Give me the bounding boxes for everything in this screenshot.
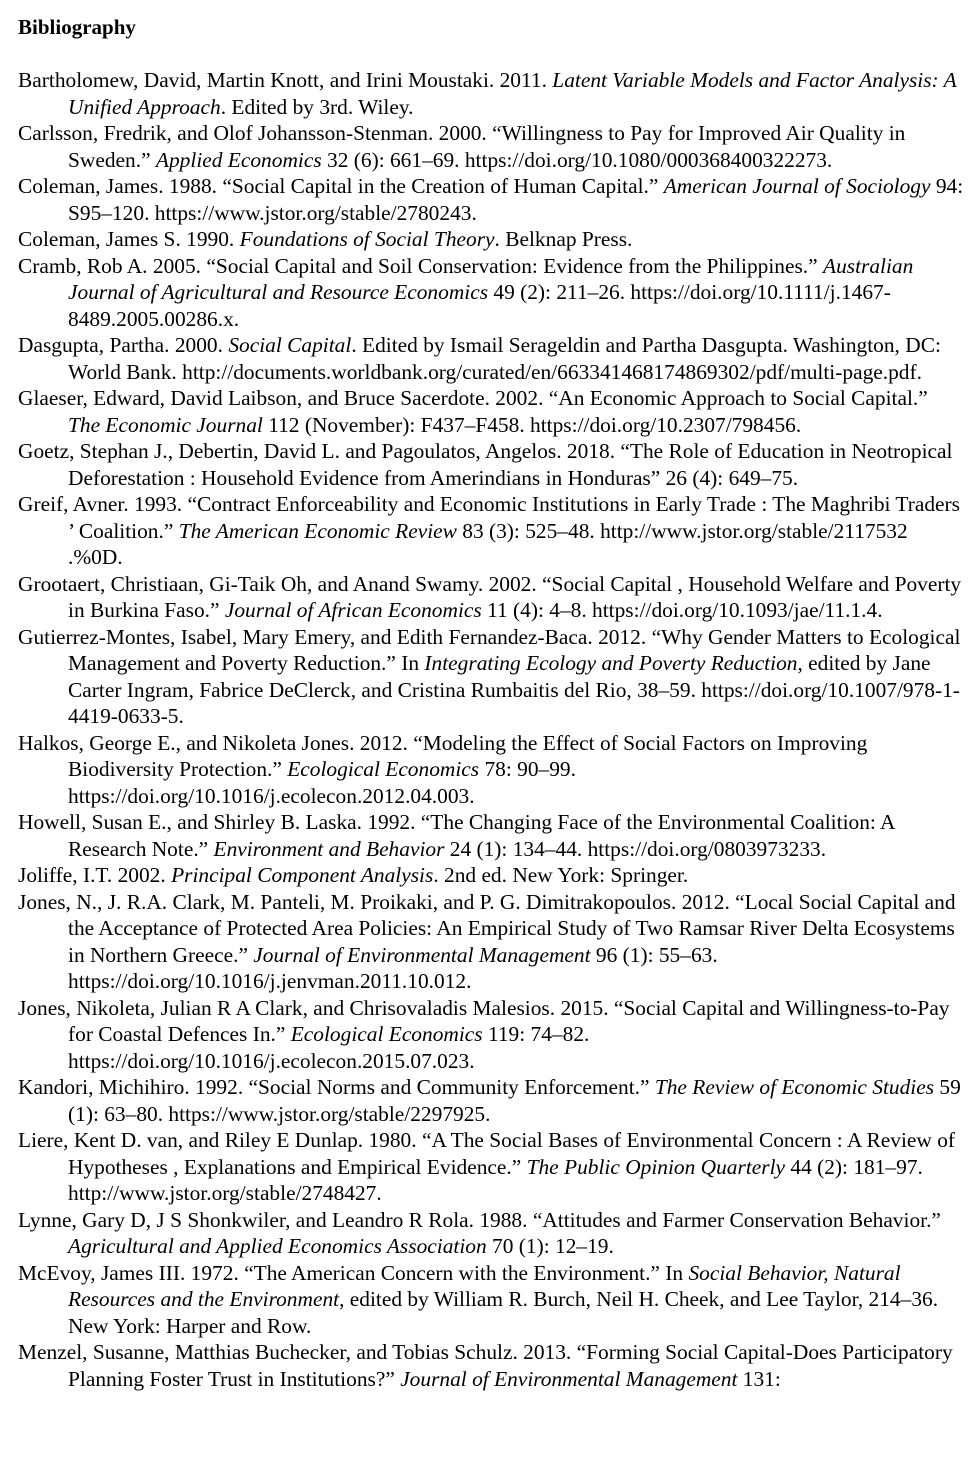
reference-text: . Belknap Press. [494,227,633,251]
reference-text: Gutierrez-Montes, Isabel, Mary Emery, and Edith Fernandez-Baca. 2012. “Why Gender Matters to Ecological Management and Poverty Reduction.” In [18,624,961,675]
reference-text: 131: [737,1366,781,1391]
reference-text: Joliffe, I.T. 2002. [18,863,172,887]
reference-text: Halkos, George E., and Nikoleta Jones. 2012. “Modeling the Effect of Social Factors on Improving Biodiversity Protection.” [18,730,868,781]
reference-source-title: Australian Journal of Agricultural and Resource Economics [68,253,914,304]
reference-text: 94: S95–120. https://www.jstor.org/stable/2780243. [68,174,964,225]
reference-entry [18,862,964,889]
reference-source-title: Ecological Economics [287,757,480,781]
reference-source-title: Foundations of Social Theory [239,227,495,251]
reference-text: 44 (2): 181–97. http://www.jstor.org/stable/2748427. [68,1154,923,1205]
reference-text: Cramb, Rob A. 2005. “Social Capital and Soil Conservation: Evidence from the Philippines.” [18,253,823,278]
reference-text: Grootaert, Christiaan, Gi-Taik Oh, and Anand Swamy. 2002. “Social Capital , Household Welfare and Poverty in Burkina Faso.” [18,571,962,622]
page-title: Bibliography [18,15,136,39]
reference-entry [18,1127,964,1207]
reference-text: Bartholomew, David, Martin Knott, and Irini Moustaki. 2011. [18,68,553,92]
reference-text: Menzel, Susanne, Matthias Buchecker, and Tobias Schulz. 2013. “Forming Social Capital-Does Participatory Planning Foster Trust in Institutions?” [18,1340,953,1391]
reference-text: 24 (1): 134–44. https://doi.org/0803973233. [444,836,827,861]
reference-text: 112 (November): F437–F458. https://doi.org/10.2307/798456. [262,412,802,437]
reference-text: 49 (2): 211–26. https://doi.org/10.1111/j.1467-8489.2005.00286.x. [68,280,891,331]
reference-source-title: Journal of Environmental Management [400,1366,738,1391]
reference-entry [18,385,964,438]
reference-source-title: Applied Economics [155,147,322,172]
reference-source-title: Agricultural and Applied Economics Association [68,1234,487,1258]
reference-entry [18,332,964,385]
reference-entry [18,226,964,253]
reference-text: Dasgupta, Partha. 2000. [18,333,229,357]
bibliography-page [18,0,964,1392]
reference-text: . Edited by 3rd. Wiley. [220,94,414,119]
reference-text: Howell, Susan E., and Shirley B. Laska. 1992. “The Changing Face of the Environmental Coalition: A Research Note.” [18,810,895,861]
reference-entry [18,1207,964,1260]
reference-entry [18,624,964,730]
reference-source-title: The Public Opinion Quarterly [526,1154,786,1179]
reference-text: Liere, Kent D. van, and Riley E Dunlap. 1980. “A The Social Bases of Environmental Concern : A Review of Hypotheses , Explanations and Empirical Evidence.” [18,1128,956,1179]
reference-text: Lynne, Gary D, J S Shonkwiler, and Leandro R Rola. 1988. “Attitudes and Farmer Conservation Behavior.” [18,1207,941,1232]
reference-text: . Edited by Ismail Serageldin and Partha Dasgupta. Washington, DC: World Bank. http://documents.worldbank.org/curated/en/663341468174869302/pdf/multi-page.pdf. [68,333,941,384]
reference-text: Greif, Avner. 1993. “Contract Enforceability and Economic Institutions in Early Trade : The Maghribi Traders ’ Coalition.” [18,492,960,543]
reference-entry [18,995,964,1075]
reference-text: Goetz, Stephan J., Debertin, David L. and Pagoulatos, Angelos. 2018. “The Role of Education in Neotropical Deforestation : Household Evidence from Amerindians in Honduras” 26 (4): 649–75. [18,439,953,490]
reference-text: Kandori, Michihiro. 1992. “Social Norms and Community Enforcement.” [18,1075,655,1099]
reference-source-title: American Journal of Sociology [663,174,931,198]
reference-entry [18,571,964,624]
reference-entry [18,1339,964,1392]
reference-source-title: The Review of Economic Studies [654,1075,935,1099]
reference-source-title: Integrating Ecology and Poverty Reduction [424,651,798,675]
reference-entry [18,1074,964,1127]
reference-source-title: Social Behavior, Natural Resources and the Environment [68,1260,901,1311]
reference-text: 59 (1): 63–80. https://www.jstor.org/stable/2297925. [68,1075,961,1126]
reference-text: 70 (1): 12–19. [486,1234,614,1258]
reference-source-title: The Economic Journal [68,412,263,437]
reference-entry [18,67,964,120]
reference-entry [18,889,964,995]
reference-entry [18,173,964,226]
reference-text: Jones, N., J. R.A. Clark, M. Panteli, M. Proikaki, and P. G. Dimitrakopoulos. 2012. “Local Social Capital and the Acceptance of Protected Area Policies: An Empirical Study of Two Ramsar River Delta Ecosystems in Northern Greece.” [18,889,956,967]
reference-entry [18,809,964,862]
reference-entry [18,438,964,491]
reference-source-title: Latent Variable Models and Factor Analysis: A Unified Approach [68,68,957,119]
reference-text: Jones, Nikoleta, Julian R A Clark, and Chrisovaladis Malesios. 2015. “Social Capital and Willingness-to-Pay for Coastal Defences In.” [18,995,950,1046]
reference-text: . 2nd ed. New York: Springer. [433,863,689,887]
reference-text: Coleman, James S. 1990. [18,227,240,251]
reference-source-title: Principal Component Analysis [171,863,434,887]
reference-text: , edited by Jane Carter Ingram, Fabrice DeClerck, and Cristina Rumbaitis del Rio, 38–59. https://doi.org/10.1007/978-1-4419-0633-5. [68,651,960,728]
reference-text: , edited by William R. Burch, Neil H. Cheek, and Lee Taylor, 214–36. New York: Harper and Row. [68,1287,939,1338]
reference-text: 32 (6): 661–69. https://doi.org/10.1080/000368400322273. [321,147,833,172]
reference-text: 83 (3): 525–48. http://www.jstor.org/stable/2117532 .%0D. [68,518,908,569]
reference-entry [18,491,964,571]
reference-entry [18,253,964,333]
reference-entry [18,120,964,173]
reference-entry [18,1260,964,1340]
reference-text: 119: 74–82. https://doi.org/10.1016/j.ecolecon.2015.07.023. [68,1022,590,1073]
reference-text: Coleman, James. 1988. “Social Capital in the Creation of Human Capital.” [18,174,664,198]
reference-source-title: Journal of Environmental Management [253,942,591,967]
reference-text: 96 (1): 55–63. https://doi.org/10.1016/j.jenvman.2011.10.012. [68,942,718,993]
reference-list [18,67,964,1392]
reference-text: Carlsson, Fredrik, and Olof Johansson-Stenman. 2000. “Willingness to Pay for Improved Air Quality in Sweden.” [18,121,906,172]
reference-source-title: The American Economic Review [178,518,457,543]
reference-entry [18,730,964,810]
reference-source-title: Environment and Behavior [213,836,445,861]
reference-source-title: Journal of African Economics [224,598,482,622]
reference-text: McEvoy, James III. 1972. “The American Concern with the Environment.” In [18,1260,689,1285]
reference-text: 11 (4): 4–8. https://doi.org/10.1093/jae/11.1.4. [481,598,883,622]
reference-text: 78: 90–99. https://doi.org/10.1016/j.ecolecon.2012.04.003. [68,757,576,808]
reference-text: Glaeser, Edward, David Laibson, and Bruce Sacerdote. 2002. “An Economic Approach to Social Capital.” [18,386,928,410]
reference-source-title: Ecological Economics [290,1022,483,1046]
reference-source-title: Social Capital [228,333,352,357]
